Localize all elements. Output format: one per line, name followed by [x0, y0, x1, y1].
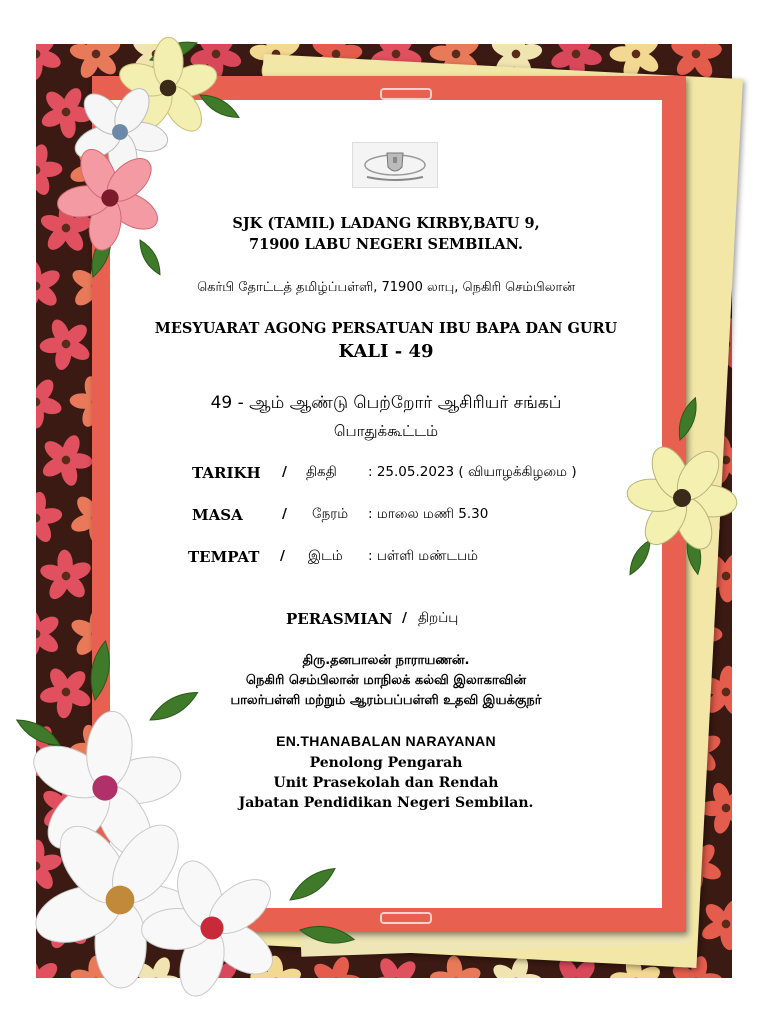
pattern-flower-icon — [36, 44, 63, 81]
opening-heading — [286, 610, 546, 632]
pattern-flower-icon — [69, 956, 124, 978]
officiator-name: EN.THANABALAN NARAYANAN — [276, 733, 496, 749]
detail-row-tempat — [188, 548, 648, 570]
opening-slash: / — [402, 610, 407, 626]
detail-tamil-label: திகதி — [306, 464, 337, 480]
pattern-flower-icon — [39, 317, 93, 372]
detail-value: : 25.05.2023 ( வியாழக்கிழமை ) — [368, 464, 577, 480]
school-name-line1: SJK (TAMIL) LADANG KIRBY,BATU 9, — [232, 215, 540, 232]
pattern-flower-icon — [36, 491, 63, 545]
pattern-flower-icon — [369, 955, 424, 978]
detail-row-masa — [192, 506, 652, 528]
pattern-flower-icon — [36, 955, 63, 978]
pattern-flower-icon — [39, 549, 94, 602]
opening-label: PERASMIAN — [286, 610, 393, 628]
pattern-flower-icon — [40, 433, 93, 488]
pattern-flower-icon — [310, 955, 363, 978]
paper-clip-bottom — [380, 912, 432, 924]
pattern-flower-icon — [39, 665, 94, 719]
pattern-flower-icon — [36, 376, 63, 429]
crest-icon — [353, 143, 437, 187]
pattern-flower-icon — [39, 85, 93, 139]
pattern-flower-icon — [36, 723, 63, 777]
detail-label: TARIKH — [192, 464, 261, 482]
detail-label: MASA — [192, 506, 243, 524]
officiator-role-1: Penolong Pengarah — [309, 755, 463, 771]
detail-tamil-label: நேரம் — [312, 506, 349, 522]
pattern-flower-icon — [129, 955, 183, 978]
pattern-flower-icon — [39, 897, 93, 951]
officiator-role-tamil-1: நெகிரி செம்பிலான் மாநிலக் கல்வி இலாகாவின் — [245, 673, 527, 688]
pattern-flower-icon — [36, 607, 62, 662]
pattern-flower-icon — [429, 955, 484, 978]
pattern-flower-icon — [36, 839, 63, 892]
meeting-title: MESYUARAT AGONG PERSATUAN IBU BAPA DAN GURU — [154, 320, 618, 337]
meeting-title-tamil-line2: பொதுக்கூட்டம் — [333, 422, 439, 440]
pattern-flower-icon — [189, 955, 243, 978]
detail-value: : பள்ளி மண்டபம் — [368, 548, 478, 564]
officiator-name-tamil: திரு.தனபாலன் நாராயணன். — [302, 653, 470, 668]
pattern-flower-icon — [39, 201, 94, 254]
pattern-flower-icon — [36, 143, 63, 198]
paper-clip-top — [380, 88, 432, 100]
detail-value: : மாலை மணி 5.30 — [368, 506, 489, 522]
detail-row-tarikh — [192, 464, 652, 486]
detail-label: TEMPAT — [188, 548, 260, 566]
pattern-flower-icon — [40, 781, 93, 836]
pattern-flower-icon — [249, 955, 304, 978]
detail-slash: / — [282, 464, 287, 480]
detail-tamil-label: இடம் — [308, 548, 343, 564]
opening-tamil-label: திறப்பு — [418, 610, 459, 626]
meeting-title-tamil-line1: 49 - ஆம் ஆண்டு பெற்றோர் ஆசிரியர் சங்கப் — [210, 393, 562, 413]
officiator-role-2: Unit Prasekolah dan Rendah — [273, 775, 499, 791]
pattern-flower-icon — [36, 259, 63, 314]
school-name-tamil: கெர்பி தோட்டத் தமிழ்ப்பள்ளி, 71900 லாபு, நெகிரி செம்பிலான் — [197, 280, 575, 295]
school-logo — [352, 142, 438, 188]
officiator-role-tamil-2: பாலர்பள்ளி மற்றும் ஆரம்பப்பள்ளி உதவி இயக்குநர் — [230, 693, 542, 708]
school-name-line2: 71900 LABU NEGERI SEMBILAN. — [249, 236, 523, 253]
detail-slash: / — [282, 506, 287, 522]
officiator-role-3: Jabatan Pendidikan Negeri Sembilan. — [238, 795, 534, 811]
detail-slash: / — [280, 548, 285, 564]
meeting-kali: KALI - 49 — [338, 341, 434, 362]
pattern-flower-icon — [699, 897, 732, 951]
